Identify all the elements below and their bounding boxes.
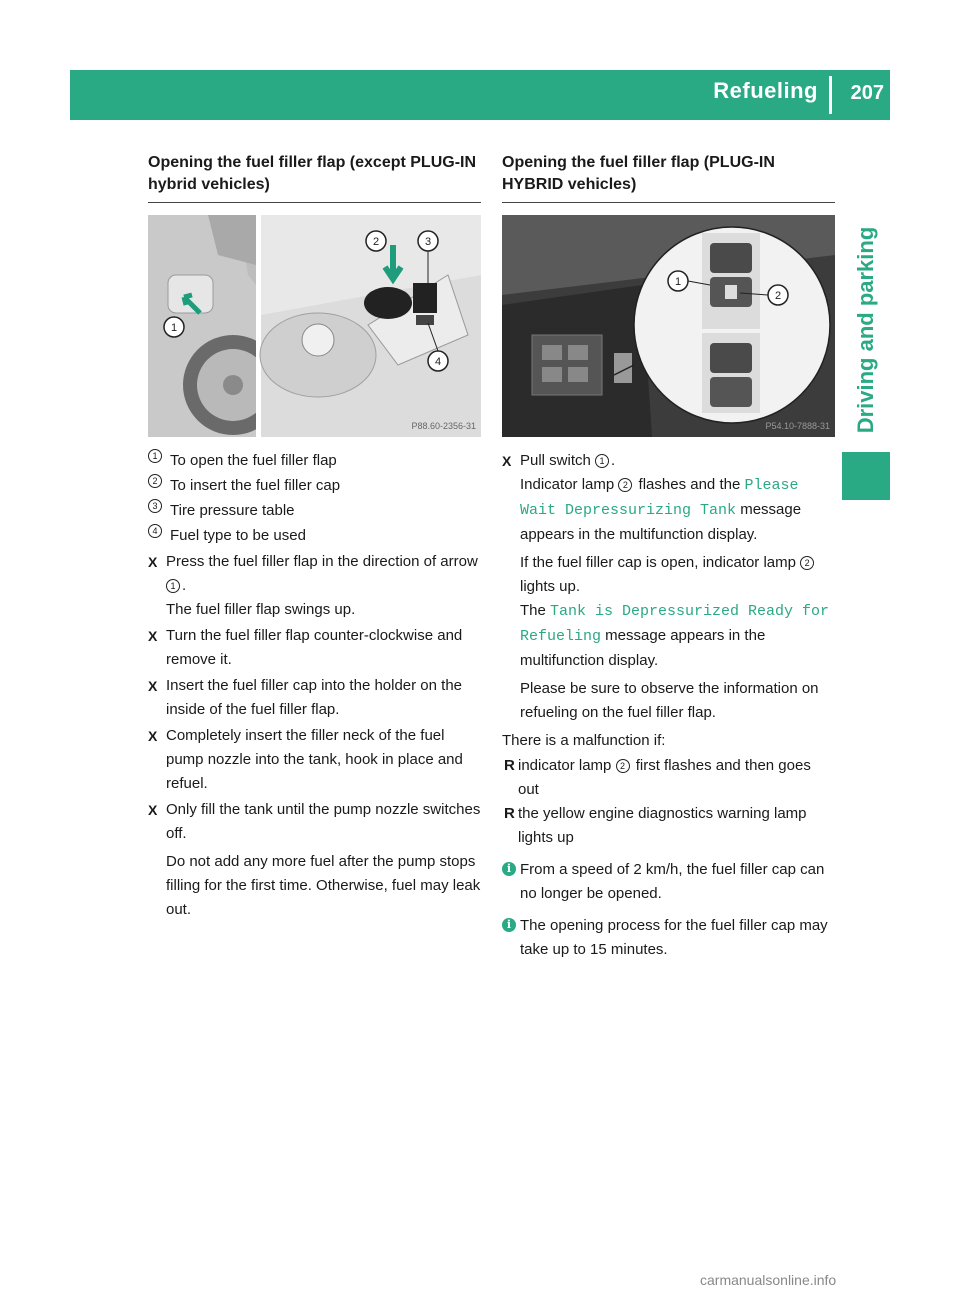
step-note: Do not add any more fuel after the pump stops filling for the first time. Otherwise, fuel may leak out. — [166, 853, 481, 918]
display-message: Please Wait Depressurizing Tank — [520, 477, 799, 519]
section-title: Refueling — [713, 78, 818, 103]
legend-item: 2 To insert the fuel filler cap — [148, 474, 481, 498]
ref-marker: 1 — [166, 579, 180, 593]
ref-marker: 2 — [618, 478, 632, 492]
legend-item: 3 Tire pressure table — [148, 499, 481, 523]
fuel-flap-figure — [148, 215, 481, 437]
page-number: 207 — [850, 82, 884, 104]
display-message: Tank is Depressurized Ready for Refueling — [520, 603, 830, 645]
list-item: R indicator lamp 2 first flashes and then goes out — [502, 754, 835, 802]
ref-marker: 2 — [800, 556, 814, 570]
svg-text:2: 2 — [774, 290, 782, 302]
step-arrow-icon: X — [148, 628, 158, 644]
bullet-icon: R — [504, 757, 515, 774]
page-header — [70, 70, 890, 120]
left-heading: Opening the fuel filler flap (except PLUG-IN hybrid vehicles) — [148, 152, 481, 203]
watermark: carmanualsonline.info — [700, 1272, 837, 1288]
legend-item: 4 Fuel type to be used — [148, 524, 481, 548]
right-heading: Opening the fuel filler flap (PLUG-IN HYBRID vehicles) — [502, 152, 835, 203]
step-arrow-icon: X — [502, 453, 512, 469]
step-arrow-icon: X — [148, 678, 158, 694]
info-icon: i — [502, 862, 516, 876]
fuel-flap-illustration — [148, 215, 481, 437]
svg-text:3: 3 — [424, 236, 432, 248]
info-note: i From a speed of 2 km/h, the fuel filler cap can no longer be opened. — [502, 858, 835, 906]
header-separator — [829, 76, 832, 114]
info-icon: i — [502, 918, 516, 932]
instruction-step: X Insert the fuel filler cap into the holder on the inside of the fuel filler flap. — [148, 674, 481, 722]
step-arrow-icon: X — [148, 802, 158, 818]
side-chapter-tab — [842, 226, 890, 434]
bullet-icon: R — [504, 805, 515, 822]
instruction-step: X Pull switch 1 . Indicator lamp 2 flashes and the Please Wait Depressurizing Tank message appears in the multifunction display. — [502, 449, 835, 547]
malfunction-intro: There is a malfunction if: — [502, 732, 666, 749]
ref-marker: 2 — [616, 759, 630, 773]
step-arrow-icon: X — [148, 728, 158, 744]
svg-text:1: 1 — [170, 322, 178, 334]
legend-item: 1 To open the fuel filler flap — [148, 449, 481, 473]
door-switch-illustration — [502, 215, 835, 437]
instruction-step: X Completely insert the filler neck of the fuel pump nozzle into the tank, hook in place and refuel. — [148, 724, 481, 796]
chapter-label: Driving and parking — [853, 226, 878, 434]
instruction-step: X Only fill the tank until the pump nozzle switches off. — [148, 798, 481, 846]
list-item: R the yellow engine diagnostics warning lamp lights up — [502, 802, 835, 850]
figure-code: P54.10-7888-31 — [765, 421, 830, 431]
door-switch-figure — [502, 215, 835, 437]
side-tab-marker — [842, 452, 890, 500]
svg-text:4: 4 — [434, 356, 442, 368]
left-column — [148, 152, 481, 922]
instruction-step: X Press the fuel filler flap in the direction of arrow 1 . The fuel filler flap swings up. — [148, 550, 481, 622]
step-note: Please be sure to observe the information on refueling on the fuel filler flap. — [520, 680, 819, 721]
svg-text:2: 2 — [372, 236, 380, 248]
legend-list — [148, 449, 481, 548]
figure-code: P88.60-2356-31 — [411, 421, 476, 431]
step-note: If the fuel filler cap is open, indicator lamp 2 lights up. The Tank is Depressurized Ready for Refueling message appears in the multifunction display. — [520, 554, 830, 669]
instruction-step: X Turn the fuel filler flap counter-clockwise and remove it. — [148, 624, 481, 672]
right-column — [502, 152, 835, 962]
svg-text:1: 1 — [674, 276, 682, 288]
ref-marker: 1 — [595, 454, 609, 468]
info-note: i The opening process for the fuel filler cap may take up to 15 minutes. — [502, 914, 835, 962]
step-arrow-icon: X — [148, 554, 158, 570]
